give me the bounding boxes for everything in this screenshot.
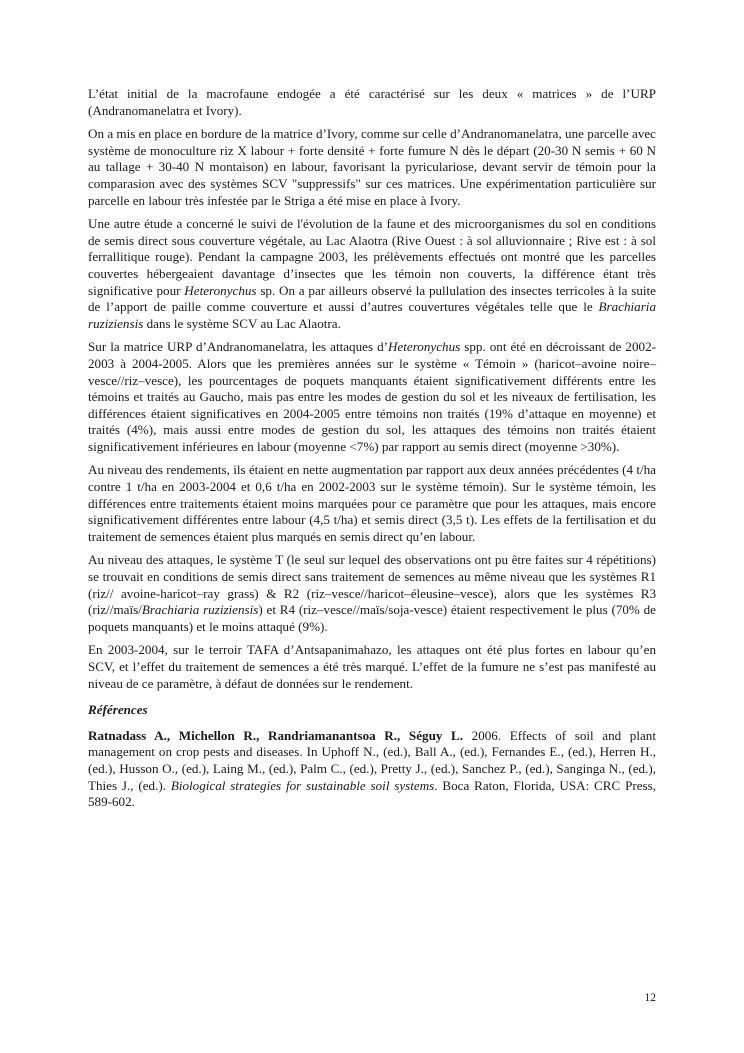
paragraph: [88, 126, 656, 209]
reference-entry: [88, 728, 656, 811]
paragraph: [88, 216, 656, 332]
italic-text: Heteronychus: [184, 282, 257, 298]
italic-text: Heteronychus: [387, 339, 461, 355]
text-run: En 2003-2004, sur le terroir TAFA d’Antsapanimahazo, les attaques ont été plus fortes en labour qu’en SCV, et l’effet du traitement de semences a été très marqué. L’effet de la fumure ne s’est pas manifesté au niveau de ce paramètre, à défaut de données sur le rendement.: [88, 642, 656, 691]
text-run: Au niveau des rendements, ils étaient en nette augmentation par rapport aux deux années précédentes (4 t/ha contre 1 t/ha en 2003-2004 et 0,6 t/ha en 2002-2003 sur le système témoin). Sur le système témoin, les différences entre traitements étaient moins marquées pour ce paramètre que pour les attaques, mais encore significativement différentes entre labour (4,5 t/ha) et semis direct (3,5 t). Les effets de la fertilisation et du traitement de semences étaient plus marqués en semis direct qu’en labour.: [88, 462, 656, 544]
document-body: [88, 86, 656, 818]
text-run: spp. ont été en décroissant de 2002-2003 à 2004-2005. Alors que les premières années sur le système « Témoin » (haricot–avoine noire–vesce//riz–vesce), les pourcentages de poquets manquants étaient significativement différents entre les témoins et traités au Gaucho, mais pas entre les modes de gestion du sol et les niveaux de fertilisation, les différences étaient significatives en 2004-2005 entre témoins non traités (19% d’attaque en moyenne) et traités (4%), mais aussi entre modes de gestion du sol, les attaques des témoins non traités étaient significativement inférieures en labour (moyenne <7%) par rapport au semis direct (moyenne >30%).: [88, 339, 656, 454]
text-run: Au niveau des attaques, le système T (le seul sur lequel des observations ont pu être faites sur 4 répétitions) se trouvait en conditions de semis direct sans traitement de semences au même niveau que les systèmes R1 (riz// avoine-haricot–ray grass) & R2 (riz–vesce//haricot–éleusine–vesce), alors que les systèmes R3 (riz//maïs/: [88, 552, 656, 618]
text-run: ) et R4 (riz–vesce//maïs/soja-vesce) étaient respectivement le plus (70% de poquets manquants) et le moins attaqué (9%).: [88, 602, 656, 634]
paragraph: [88, 552, 656, 635]
text-run: dans le système SCV au Lac Alaotra.: [143, 315, 341, 331]
references-list: [88, 728, 656, 811]
paragraph: [88, 339, 656, 455]
page-number: 12: [644, 992, 656, 1004]
text-run: On a mis en place en bordure de la matrice d’Ivory, comme sur celle d’Andranomanelatra, une parcelle avec système de monoculture riz X labour + forte densité + forte fumure N dès le départ (20-30 N semis + 60 N au tallage + 30-40 N montaison) en labour, favorisant la pyriculariose, devant servir de témoin pour la comparasion avec des systèmes SCV "suppressifs" sur ces matrices. Une expérimentation particulière sur parcelle en labour très infestée par le Striga a été mise en place à Ivory.: [88, 126, 656, 208]
text-run: Une autre étude a concerné le suivi de l'évolution de la faune et des microorganismes du sol en conditions de semis direct sous couverture végétale, au Lac Alaotra (Rive Ouest : à sol alluvionnaire ; Rive est : à sol ferrallitique rouge). Pendant la campagne 2003, les prélèvements effectués ont montré que les parcelles couvertes hébergeaient davantage d’insectes que les témoin non couverts, la différence étant très significative pour: [88, 216, 656, 298]
paragraph: [88, 642, 656, 692]
body-paragraphs: [88, 86, 656, 692]
bold-text: Ratnadass A., Michellon R., Randriamanantsoa R., Séguy L.: [88, 727, 464, 743]
text-run: . Boca Raton, Florida, USA: CRC Press, 589-602.: [88, 777, 656, 810]
paragraph: [88, 86, 656, 119]
text-run: sp. On a par ailleurs observé la pullulation des insectes terricoles à la suite de l’apport de paille comme couverture et aussi d’autres couvertures végétales telle que le: [88, 282, 656, 315]
text-run: Sur la matrice URP d’Andranomanelatra, les attaques d’: [88, 339, 388, 355]
italic-text: Brachiaria ruziziensis: [88, 299, 656, 331]
italic-text: Biological strategies for sustainable soil systems: [170, 777, 435, 793]
italic-text: Brachiaria ruziziensis: [141, 602, 259, 618]
text-run: 2006. Effects of soil and plant management on crop pests and diseases. In Uphoff N., (ed.), Ball A., (ed.), Fernandes E., (ed.), Herren H., (ed.), Husson O., (ed.), Laing M., (ed.), Palm C., (ed.), Pretty J., (ed.), Sanchez P., (ed.), Sanginga N., (ed.), Thies J., (ed.).: [88, 727, 656, 793]
text-run: L’état initial de la macrofaune endogée a été caractérisé sur les deux « matrices » de l’URP (Andranomanelatra et Ivory).: [88, 86, 656, 118]
paragraph: [88, 462, 656, 545]
references-heading: Références: [88, 702, 148, 718]
